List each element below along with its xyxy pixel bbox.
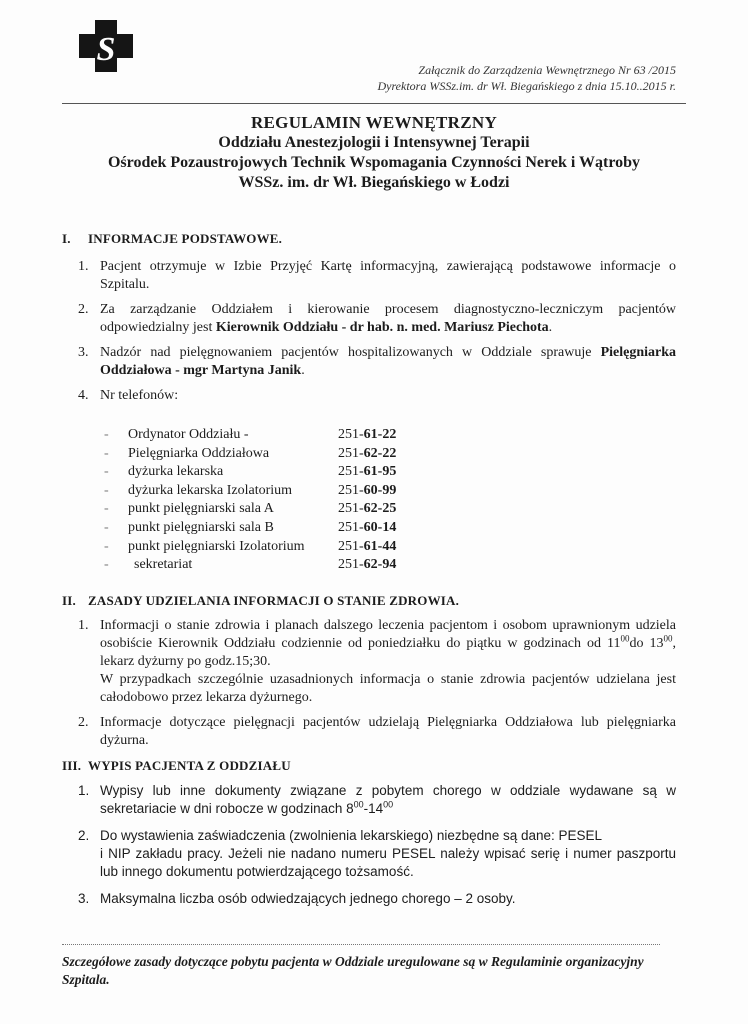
annex-line-2: Dyrektora WSSz.im. dr Wł. Biegańskiego z dnia 15.10..2015 r. [377,79,676,93]
list-item [78,782,676,818]
item-end: . [301,363,305,378]
item-number: 3. [78,891,90,906]
item-number: 1. [78,783,90,798]
section-1-list [78,258,676,412]
section-2-number: II. [62,593,76,608]
phone-label: Pielęgniarka Oddziałowa [128,445,270,461]
item-text: Nadzór nad pielęgnowaniem pacjentów hospitalizowanych w Oddziale sprawuje [100,345,601,360]
phone-list [104,426,396,575]
item-end: . [548,320,553,335]
section-1-number: I. [62,231,71,246]
list-item [78,258,676,294]
phone-prefix: 251- [338,557,364,573]
superscript: 00 [383,799,394,810]
phone-number [338,538,396,557]
footer-note: Szczegółowe zasady dotyczące pobytu pacjenta w Oddziale uregulowane są w Regulaminie organizacyjny Szpitala. [62,954,644,987]
item-number: 3. [78,345,89,360]
item-text: Informacje dotyczące pielęgnacji pacjentów udzielają Pielęgniarka Oddziałowa lub pielęgniarka dyżurna. [100,715,676,748]
phone-extension: 60-14 [363,519,397,535]
phone-label: dyżurka lekarska Izolatorium [128,482,293,498]
section-1-heading [62,231,282,247]
svg-text:S: S [96,31,116,68]
item-bold-text: Kierownik Oddziału - dr hab. n. med. Mariusz Piechota [215,320,549,335]
row-dash: - [104,557,109,573]
phone-row [104,538,396,557]
phone-extension: 61-44 [363,538,397,554]
phone-extension: 61-95 [363,464,397,480]
row-dash: - [104,482,109,498]
phone-label: punkt pielęgniarski sala B [128,519,274,535]
row-dash: - [104,464,109,480]
section-2-list [78,617,676,757]
phone-label: punkt pielęgniarski sala A [128,501,274,517]
title-line-1: REGULAMIN WEWNĘTRZNY [250,113,498,132]
item-text: Informacji o stanie zdrowia i planach dalszego leczenia pacjentom i osobom uprawnionym udziela osobiście Kierownik Oddziału codziennie od poniedziałku do piątku w godzinach od 11 [100,618,676,651]
item-text: Pacjent otrzymuje w Izbie Przyjęć Kartę informacyjną, zawierającą podstawowe informacje o Szpitalu. [100,259,676,292]
phone-row [104,500,396,519]
title-line-4: WSSz. im. dr Wł. Biegańskiego w Łodzi [238,174,510,191]
phone-number [338,500,396,519]
item-text: i NIP zakładu pracy. Jeżeli nie nadano numeru PESEL należy wpisać serię i numer paszportu lub innego dokumentu potwierdzającego tożsamość. [100,846,676,879]
list-item [78,387,676,405]
row-dash: - [104,445,109,461]
hospital-logo-icon [77,18,135,74]
row-dash: - [104,501,109,517]
phone-number [338,519,396,538]
phone-number [338,463,396,482]
item-text: -14 [363,801,384,816]
section-1-title: INFORMACJE PODSTAWOWE. [88,231,283,246]
annex-note [377,62,676,94]
item-number: 1. [78,259,89,274]
item-text: Za zarządzanie Oddziałem i kierowanie procesem diagnostyczno-leczniczym pacjentów odpowiedzialny jest [100,302,676,335]
phone-number [338,482,396,501]
item-bold-text: Pielęgniarka Oddziałowa - mgr Martyna Janik [100,345,676,378]
phone-prefix: 251- [338,538,364,554]
item-number: 2. [78,715,89,730]
section-3-list [78,782,676,915]
item-text: , lekarz dyżurny po godz.15;30. [100,636,677,669]
phone-row [104,445,396,464]
phone-row [104,482,396,501]
list-item [78,714,676,750]
phone-extension: 60-99 [363,482,397,498]
phone-prefix: 251- [338,519,364,535]
superscript: 00 [353,799,364,810]
superscript: 00 [620,633,630,644]
item-number: 2. [78,828,90,843]
section-3-title: WYPIS PACJENTA Z ODDZIAŁU [88,758,291,773]
title-line-3: Ośrodek Pozaustrojowych Technik Wspomagania Czynności Nerek i Wątroby [107,154,641,171]
list-item [78,344,676,380]
item-number: 1. [78,618,89,633]
item-text: Wypisy lub inne dokumenty związane z pobytem chorego w oddziale wydawane są w sekretariacie w dni robocze w godzinach 8 [100,783,676,816]
header-divider [62,103,686,104]
phone-row [104,556,396,575]
item-text: Nr telefonów: [100,388,179,403]
list-item [78,617,676,707]
phone-prefix: 251- [338,482,364,498]
phone-number [338,445,396,464]
document-title [40,113,708,193]
section-3-number: III. [62,758,82,773]
superscript: 00 [663,633,673,644]
item-number: 2. [78,302,89,317]
phone-row [104,426,396,445]
footer-divider [62,944,660,945]
phone-row [104,463,396,482]
phone-label: sekretariat [134,557,193,573]
row-dash: - [104,427,109,442]
row-dash: - [104,519,109,535]
phone-extension: 62-94 [363,557,397,573]
phone-label: dyżurka lekarska [128,464,224,480]
annex-line-1: Załącznik do Zarządzenia Wewnętrznego Nr 63 /2015 [418,63,676,77]
phone-row [104,519,396,538]
phone-prefix: 251- [338,501,364,517]
list-item [78,301,676,337]
phone-label: Ordynator Oddziału - [128,427,249,442]
item-paragraph: W przypadkach szczególnie uzasadnionych informacja o stanie zdrowia pacjentów udzielana jest całodobowo przez lekarza dyżurnego. [100,672,676,705]
phone-extension: 62-22 [363,445,397,461]
section-2-heading [62,593,459,609]
item-text: do 13 [629,636,664,651]
item-text: Do wystawienia zaświadczenia (zwolnienia lekarskiego) niezbędne są dane: PESEL [100,828,603,843]
phone-extension: 61-22 [363,427,397,442]
phone-number [338,556,396,575]
list-item [78,890,676,908]
phone-prefix: 251- [338,445,364,461]
phone-extension: 62-25 [363,501,397,517]
list-item [78,827,676,881]
section-3-heading [62,758,291,774]
phone-number [338,426,396,445]
row-dash: - [104,538,109,554]
phone-label: punkt pielęgniarski Izolatorium [128,538,305,554]
item-number: 4. [78,388,89,403]
phone-prefix: 251- [338,464,364,480]
section-2-title: ZASADY UDZIELANIA INFORMACJI O STANIE ZDROWIA. [88,593,460,608]
phone-prefix: 251- [338,427,364,442]
item-text: Maksymalna liczba osób odwiedzających jednego chorego – 2 osoby. [100,891,516,906]
title-line-2: Oddziału Anestezjologii i Intensywnej Terapii [218,134,530,151]
